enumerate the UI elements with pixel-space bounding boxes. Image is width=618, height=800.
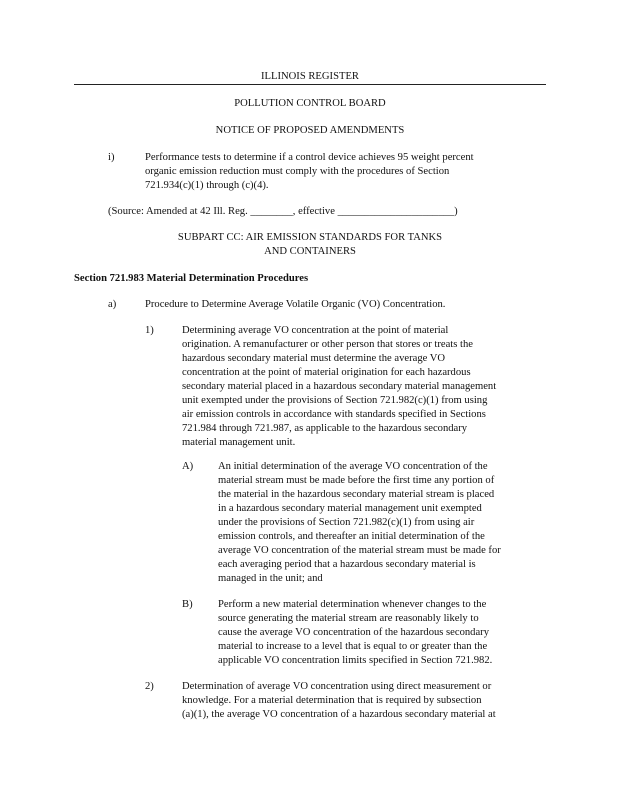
para-A-line: under the provisions of Section 721.982(c)(1) from using air	[218, 517, 475, 528]
para-1-line: unit exempted under the provisions of Section 721.982(c)(1) from using	[182, 395, 488, 406]
para-B-line: source generating the material stream are reasonably likely to	[218, 613, 479, 624]
para-1-line: 721.984 through 721.987, as applicable to the hazardous secondary	[182, 423, 468, 434]
para-1-line: hazardous secondary material must determine the average VO	[182, 353, 446, 364]
para-i-line: Performance tests to determine if a control device achieves 95 weight percent	[145, 152, 474, 163]
para-1-line: material management unit.	[182, 437, 296, 448]
header-rule	[74, 84, 546, 85]
para-i-line: organic emission reduction must comply with the procedures of Section	[145, 166, 450, 177]
notice-title: NOTICE OF PROPOSED AMENDMENTS	[215, 125, 405, 136]
para-a-label: a)	[108, 299, 117, 310]
para-A-line: in a hazardous secondary material management unit exempted	[218, 503, 482, 514]
para-A-line: the material in the hazardous secondary material stream is placed	[218, 489, 495, 500]
board-title: POLLUTION CONTROL BOARD	[234, 98, 386, 109]
para-A-label: A)	[182, 461, 194, 472]
para-1-label: 1)	[145, 325, 154, 336]
para-i-line: 721.934(c)(1) through (c)(4).	[145, 180, 269, 191]
para-a-text: Procedure to Determine Average Volatile Organic (VO) Concentration.	[145, 299, 446, 310]
para-i-label: i)	[108, 152, 115, 163]
para-2-label: 2)	[145, 681, 154, 692]
para-2-line: knowledge. For a material determination that is required by subsection	[182, 695, 482, 706]
subpart-title: SUBPART CC: AIR EMISSION STANDARDS FOR TANKS	[177, 232, 443, 243]
para-B-line: material to increase to a level that is equal to or greater than the	[218, 641, 488, 652]
para-1-line: origination. A remanufacturer or other person that stores or treats the	[182, 339, 473, 350]
para-1-line: Determining average VO concentration at the point of material	[182, 325, 449, 336]
para-A-line: average VO concentration of the material stream must be made for	[218, 545, 501, 556]
para-A-line: managed in the unit; and	[218, 573, 323, 584]
para-B-label: B)	[182, 599, 193, 610]
source-note: (Source: Amended at 42 Ill. Reg. ________, effective ______________________)	[108, 206, 458, 217]
para-B-line: cause the average VO concentration of the hazardous secondary	[218, 627, 489, 638]
para-2-line: Determination of average VO concentration using direct measurement or	[182, 681, 492, 692]
para-A-line: An initial determination of the average VO concentration of the	[218, 461, 488, 472]
para-2-line: (a)(1), the average VO concentration of a hazardous secondary material at	[182, 709, 496, 720]
para-B-line: applicable VO concentration limits specified in Section 721.982.	[218, 655, 493, 666]
subpart-title-cont: AND CONTAINERS	[264, 246, 356, 257]
para-B-line: Perform a new material determination whenever changes to the	[218, 599, 487, 610]
para-1-line: air emission controls in accordance with standards specified in Sections	[182, 409, 486, 420]
para-A-line: material stream must be made before the first time any portion of	[218, 475, 495, 486]
para-A-line: emission controls, and thereafter an initial determination of the	[218, 531, 485, 542]
register-title: ILLINOIS REGISTER	[261, 71, 359, 82]
para-A-line: each averaging period that a hazardous secondary material is	[218, 559, 476, 570]
para-1-line: concentration at the point of material origination for each hazardous	[182, 367, 471, 378]
para-1-line: secondary material placed in a hazardous secondary material management	[182, 381, 497, 392]
section-heading: Section 721.983 Material Determination Procedures	[74, 273, 309, 284]
